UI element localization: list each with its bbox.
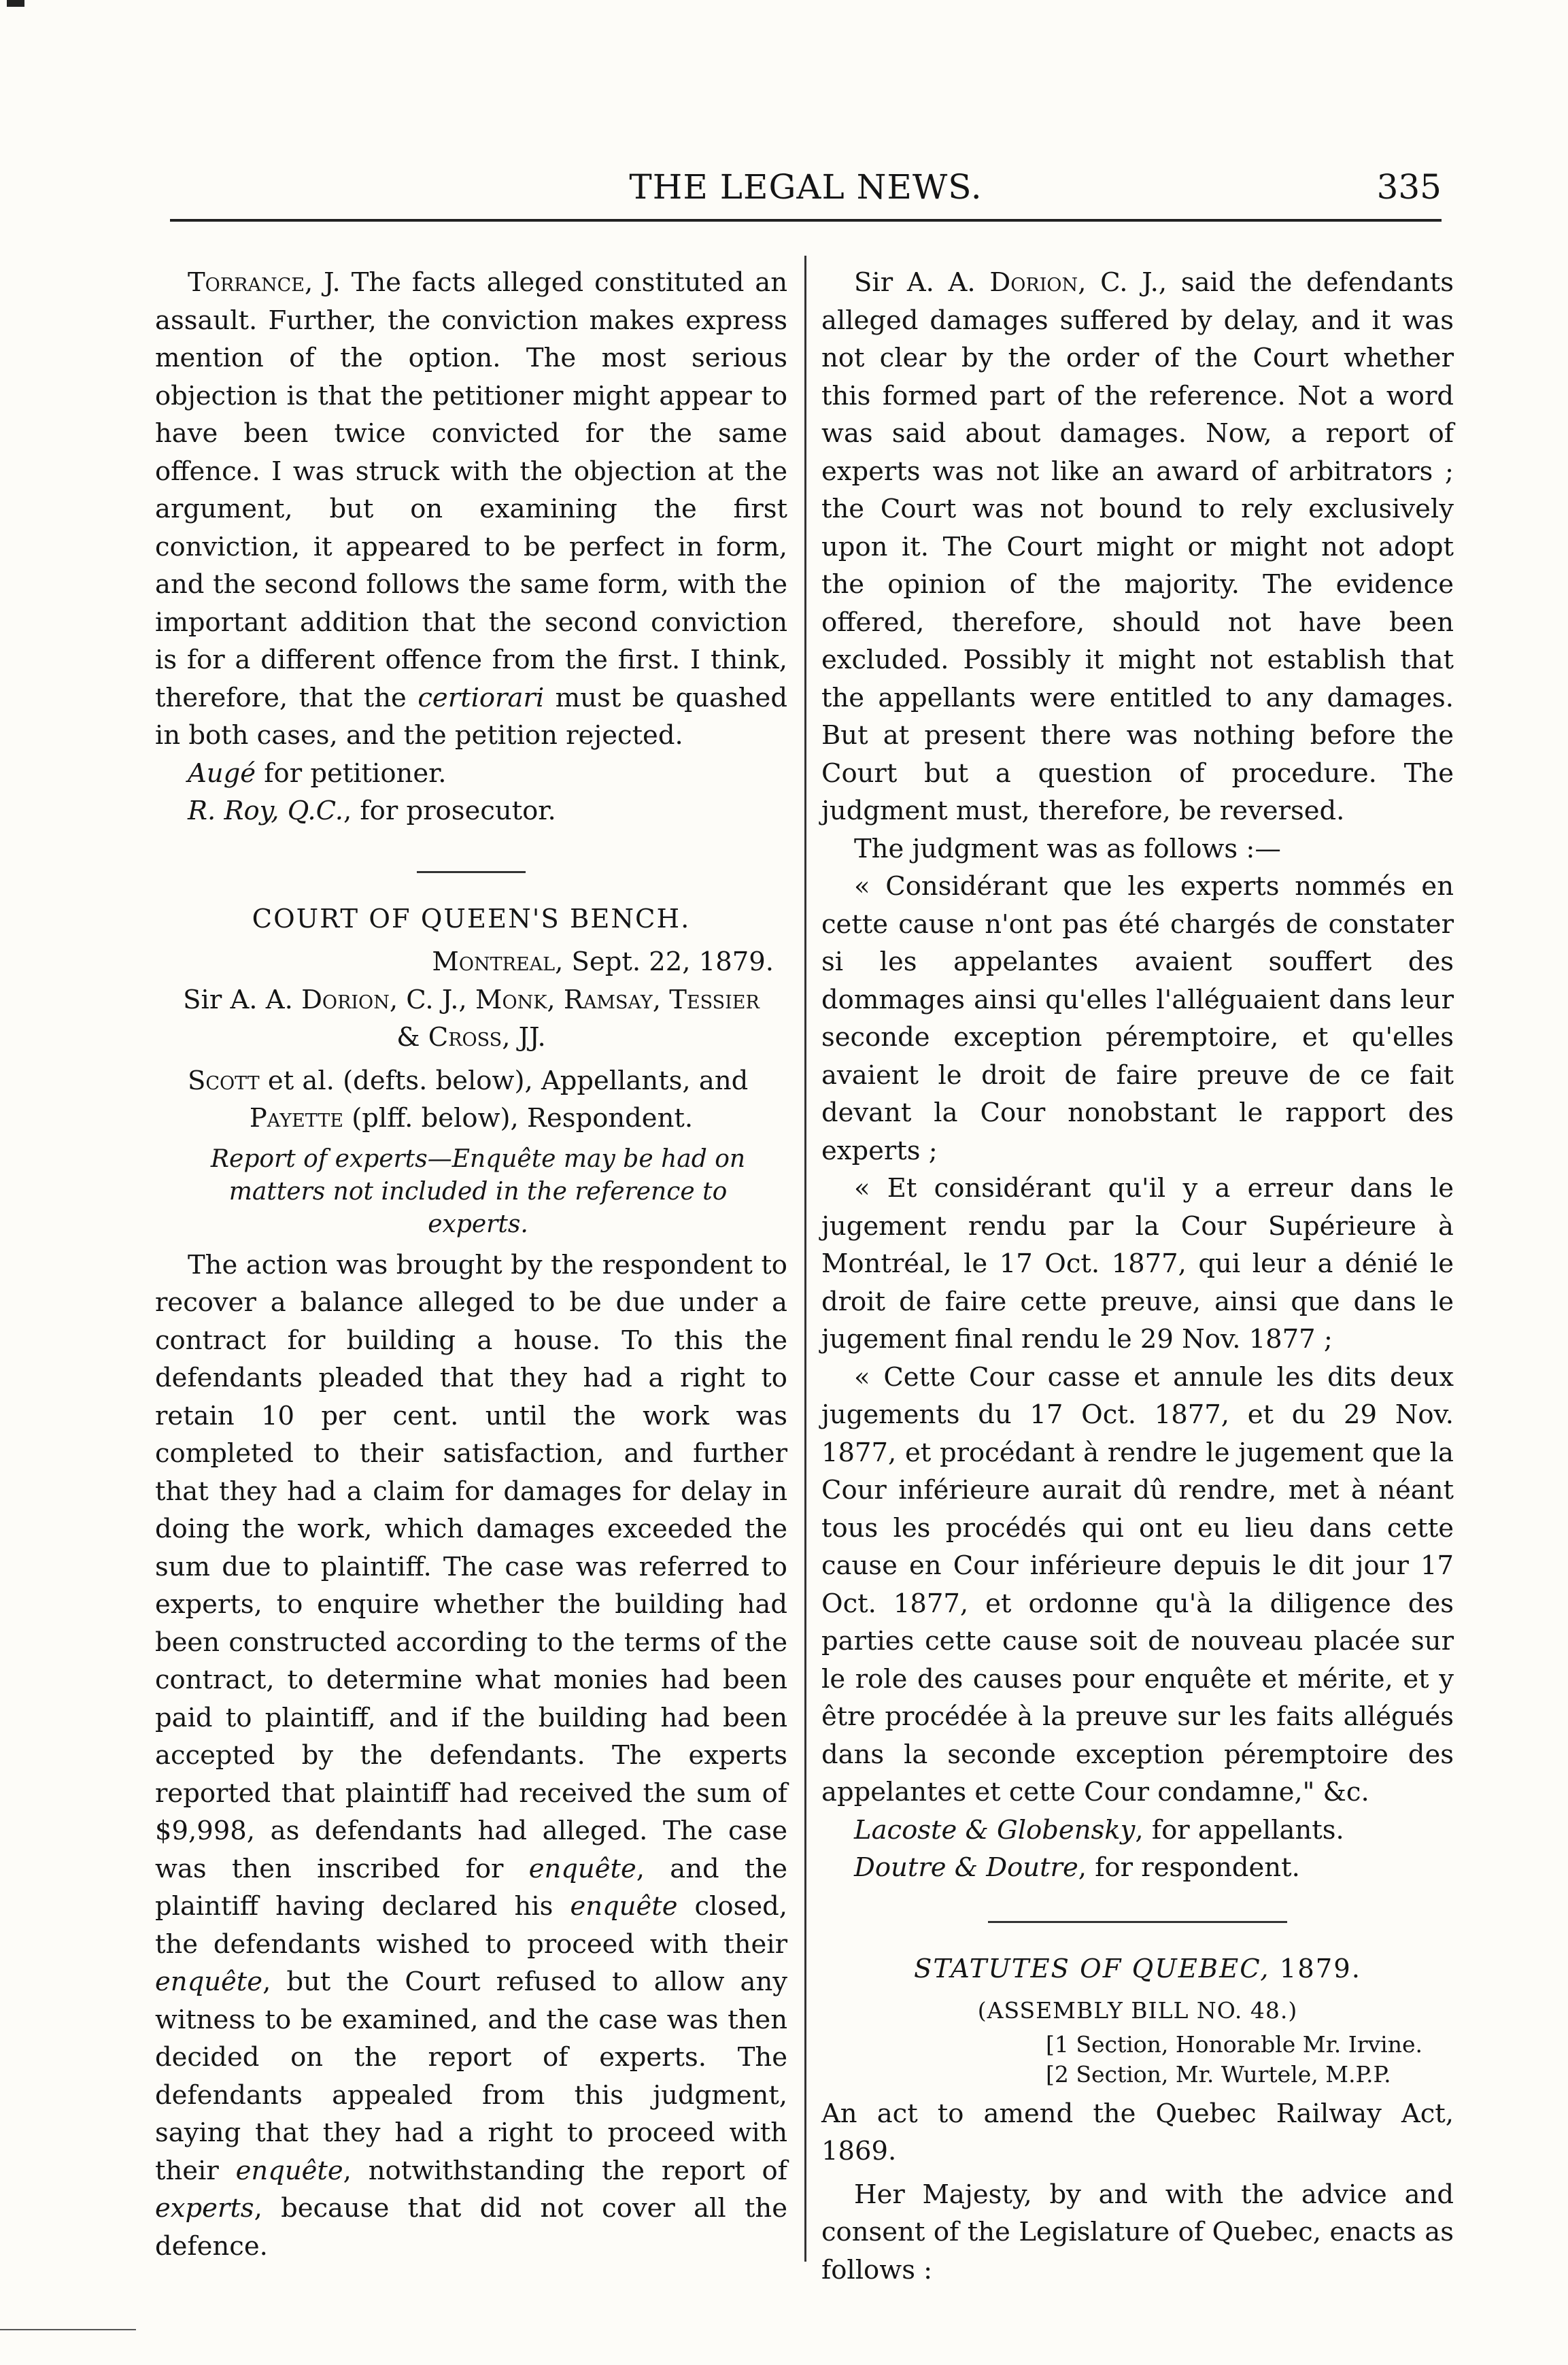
facts-text: , but the Court refused to allow any witness to be examined, and the case was then decided on the report of experts. The defendants appealed from this judgment, saying that they had a right to proceed with their: [155, 1967, 787, 2186]
running-head: [170, 167, 1442, 215]
party-appellant: [155, 1062, 787, 1100]
bench-mid: , C. J.,: [389, 984, 476, 1015]
right-column: [821, 264, 1454, 2289]
place: Montreal: [432, 947, 556, 977]
syllabus: Report of experts—Enquête may be had on matters not included in the reference to experts.: [210, 1144, 746, 1238]
facts-text: , and the plaintiff having declared his: [155, 1853, 787, 1922]
facts-paragraph: [155, 1246, 787, 2266]
appellant-desc: et al. (defts. below), Appellants, and: [259, 1065, 749, 1096]
opinion-paragraph: [155, 264, 787, 755]
counsel-line: [155, 755, 787, 793]
bench-prefix: Sir A. A.: [183, 984, 302, 1015]
facts-text: The action was brought by the respondent to recover a balance alleged to be due under a contract for building a house. To this the defendants pleaded that they had a right to retain 10 per cent. until the work was completed to their satisfaction, and further that they had a claim for damages for delay in doing the work, which damages exceeded the sum due to plaintiff. The case was referred to experts, to enquire whether the building had been constructed according to the terms of the contract, to determine what monies had been paid to plaintiff, and if the building had been accepted by the defendants. The experts reported that plaintiff had received the sum of $9,998, as defendants had alleged. The case was then inscribed for: [155, 1249, 787, 1884]
court-heading: COURT OF QUEEN'S BENCH.: [252, 903, 691, 934]
counsel-line: [821, 1849, 1454, 1887]
cj-suffix: , C. J.,: [1078, 267, 1168, 298]
judge-last: Cross: [428, 1022, 502, 1053]
counsel-name: R. Roy, Q.C.: [188, 796, 343, 826]
cj-prefix: Sir A. A.: [854, 267, 990, 298]
experts-term: experts: [155, 2193, 254, 2224]
judgment-paragraph: « Et considérant qu'il y a erreur dans le jugement rendu par la Cour Supérieure à Montréal, le 17 Oct. 1877, qui leur a dénié le droit de faire cette preuve, ainsi que dans le jugement final rendu le 29 Nov. 1877 ;: [821, 1173, 1454, 1355]
section-member: [2 Section, Mr. Wurtele, M.P.P.: [1046, 2060, 1391, 2088]
party-respondent: [155, 1100, 787, 1138]
facts-text: closed, the defendants wished to proceed with their: [155, 1891, 787, 1960]
statutes-title: STATUTES OF QUEBEC,: [914, 1953, 1270, 1984]
counsel-role: for petitioner.: [256, 758, 447, 789]
judgment-paragraph: « Cette Cour casse et annule les dits deux jugements du 17 Oct. 1877, et du 29 Nov. 1877, et procédant à rendre le jugement que la Cour inférieure aurait dû rendre, met à néant tous les procédés qui ont eu lieu dans cette cause en Cour inférieure depuis le dit jour 17 Oct. 1877, et ordonne qu'à la diligence des parties cette cause soit de nouveau placée sur le role des causes pour enquête et mérite, et y être procédée à la preuve sur les faits allégués dans la seconde exception péremptoire des appelantes et cette Cour condamne," &c.: [821, 1361, 1454, 1807]
section-divider: [988, 1921, 1287, 1923]
bill-label: (ASSEMBLY BILL NO. 48.): [977, 1997, 1298, 2024]
section-member: [1 Section, Honorable Mr. Irvine.: [1046, 2030, 1423, 2058]
opinion-text: The facts alleged constituted an assault. Further, the conviction makes express mention of the option. The most serious objection is that the petitioner might appear to have been twice convicted for the same offence. I was struck with the objection at the argument, but on examining the first conviction, it appeared to be perfect in form, and the second follows the same form, with the important addition that the second conviction is for a different offence from the first. I think, therefore, that the: [155, 267, 787, 713]
enquete-term: enquête: [235, 2155, 343, 2186]
bench-amp: &: [396, 1022, 428, 1053]
section-divider: [417, 871, 526, 873]
left-column: [155, 264, 787, 2265]
enacting-clause: Her Majesty, by and with the advice and consent of the Legislature of Quebec, enacts as follows :: [821, 2179, 1454, 2285]
cj-text: said the defendants alleged damages suffered by delay, and it was not clear by the order of the Court whether this formed part of the reference. Not a word was said about damages. Now, a report of experts was not like an award of arbitrators ; the Court was not bound to rely exclusively upon it. The Court might or might not adopt the opinion of the majority. The evidence offered, therefore, should not have been excluded. Possibly it might not establish that the appellants were entitled to any damages. But at present there was nothing before the Court but a question of procedure. The judgment must, therefore, be reversed.: [821, 267, 1454, 826]
judge-suffix: , J.: [304, 267, 341, 298]
journal-title: THE LEGAL NEWS.: [629, 167, 983, 207]
act-title: An act to amend the Quebec Railway Act, 1869.: [821, 2098, 1454, 2166]
counsel-name: Augé: [188, 758, 256, 789]
page-number: 335: [1376, 167, 1442, 207]
facts-text: , because that did not cover all the defence.: [155, 2193, 787, 2262]
opinion-text-end: must be quashed in both cases, and the petition rejected.: [155, 682, 787, 751]
counsel-role: , for appellants.: [1135, 1814, 1344, 1845]
counsel-line: [821, 1811, 1454, 1850]
ink-blot: [7, 0, 24, 7]
case-date: [155, 943, 787, 981]
statutes-heading: [821, 1950, 1454, 1988]
respondent-desc: (plff. below), Respondent.: [343, 1103, 694, 1134]
counsel-line: [155, 792, 787, 830]
cj-name: Dorion: [989, 267, 1078, 298]
judges: Monk, Ramsay, Tessier: [475, 984, 760, 1015]
enquete-term: enquête: [570, 1891, 678, 1922]
header-rule: [170, 219, 1442, 222]
counsel-role: , for prosecutor.: [343, 796, 556, 826]
counsel-name: Doutre & Doutre: [854, 1852, 1078, 1883]
certiorari-term: certiorari: [417, 682, 545, 713]
judgment-intro: The judgment was as follows :—: [854, 833, 1281, 864]
bench-suffix: , JJ.: [502, 1022, 546, 1053]
bottom-rule: [0, 2329, 136, 2330]
enquete-term: enquête: [528, 1853, 636, 1884]
date: , Sept. 22, 1879.: [555, 947, 774, 977]
chief-justice: Dorion: [301, 984, 390, 1015]
judge-name: Torrance: [188, 267, 305, 298]
appellant-name: Scott: [188, 1065, 260, 1096]
counsel-name: Lacoste & Globensky: [854, 1814, 1136, 1845]
facts-text: , notwithstanding the report of: [343, 2155, 787, 2186]
bench-line: [155, 981, 787, 1057]
column-divider: [804, 256, 806, 2262]
counsel-role: , for respondent.: [1078, 1852, 1300, 1883]
statutes-year: 1879.: [1269, 1953, 1361, 1984]
respondent-name: Payette: [249, 1103, 343, 1134]
judgment-paragraph: « Considérant que les experts nommés en cette cause n'ont pas été chargés de constater si les appelantes avaient souffert des dommages ainsi qu'elles l'alléguaient dans leur seconde exception péremptoire, et qu'elles avaient le droit de faire preuve de ce fait devant la Cour nonobstant le rapport des experts ;: [821, 871, 1454, 1166]
chief-justice-opinion: [821, 264, 1454, 830]
enquete-term: enquête: [155, 1967, 263, 1997]
